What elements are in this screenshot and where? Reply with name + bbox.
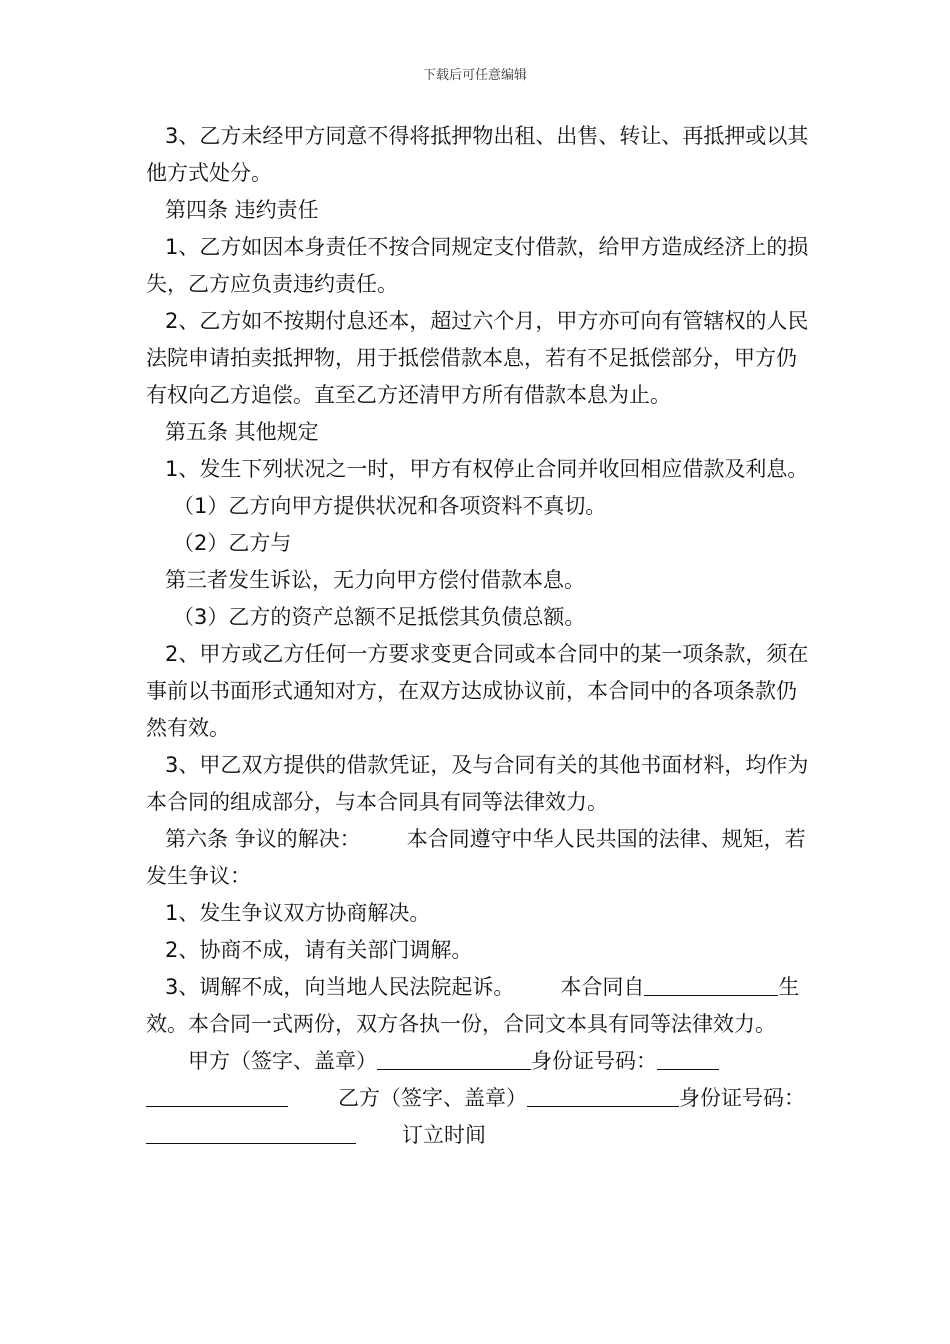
party-b-id-blank [146,1119,356,1144]
article-4-heading: 第四条 违约责任 [165,198,319,222]
clause-5-1-item-2: （2）乙方与 [173,531,292,555]
party-b-id-label: 身份证号码： [679,1086,805,1110]
effective-from-label: 本合同自 [560,975,645,999]
article-6-heading: 第六条 争议的解决： [165,827,361,851]
article-6-text: 本合同遵守中华人民共国的法律、规矩，若发生争议： [146,827,806,888]
contract-body [146,118,810,1154]
party-a-label: 甲方（签字、盖章） [188,1049,377,1073]
clause-4-1: 1、乙方如因本身责任不按合同规定支付借款，给甲方造成经济上的损失，乙方应负责违约责任。 [146,235,809,296]
clause-4-2: 2、乙方如不按期付息还本，超过六个月，甲方亦可向有管辖权的人民法院申请拍卖抵押物，用于抵偿借款本息，若有不足抵偿部分，甲方仍有权向乙方追偿。直至乙方还清甲方所有借款本息为止。 [146,309,809,407]
party-a-id-label: 身份证号码： [531,1049,657,1073]
clause-5-1-item-3: （3）乙方的资产总额不足抵偿其负债总额。 [173,605,586,629]
header-note: 下载后可任意编辑 [422,68,527,83]
clause-6-2: 2、协商不成，请有关部门调解。 [165,938,473,962]
clause-5-1-item-2-cont: 第三者发生诉讼，无力向甲方偿付借款本息。 [165,568,585,592]
party-b-signature-blank [527,1082,679,1107]
clause-3-transfer-restriction: 3、乙方未经甲方同意不得将抵押物出租、出售、转让、再抵押或以其他方式处分。 [146,124,809,185]
party-b-label: 乙方（签字、盖章） [338,1086,527,1110]
party-a-id-blank-cont [146,1082,288,1107]
clause-6-3: 3、调解不成，向当地人民法院起诉。 [165,975,515,999]
effective-date-blank [644,971,778,996]
effective-statement: 生效。本合同一式两份，双方各执一份，合同文本具有同等法律效力。 [146,975,800,1036]
signature-block [146,969,810,1154]
clause-5-2: 2、甲方或乙方任何一方要求变更合同或本合同中的某一项条款，须在事前以书面形式通知对方，在双方达成协议前，本合同中的各项条款仍然有效。 [146,642,809,740]
article-5-heading: 第五条 其他规定 [165,420,319,444]
clause-6-1: 1、发生争议双方协商解决。 [165,901,431,925]
clause-5-1-item-1: （1）乙方向甲方提供状况和各项资料不真切。 [173,494,607,518]
party-a-id-blank [657,1045,719,1070]
sign-time-label: 订立时间 [402,1123,486,1147]
article-6-paragraph [146,821,810,895]
clause-5-1: 1、发生下列状况之一时，甲方有权停止合同并收回相应借款及利息。 [165,457,809,481]
party-a-signature-blank [377,1045,531,1070]
clause-5-3: 3、甲乙双方提供的借款凭证，及与合同有关的其他书面材料，均作为本合同的组成部分，与本合同具有同等法律效力。 [146,753,809,814]
